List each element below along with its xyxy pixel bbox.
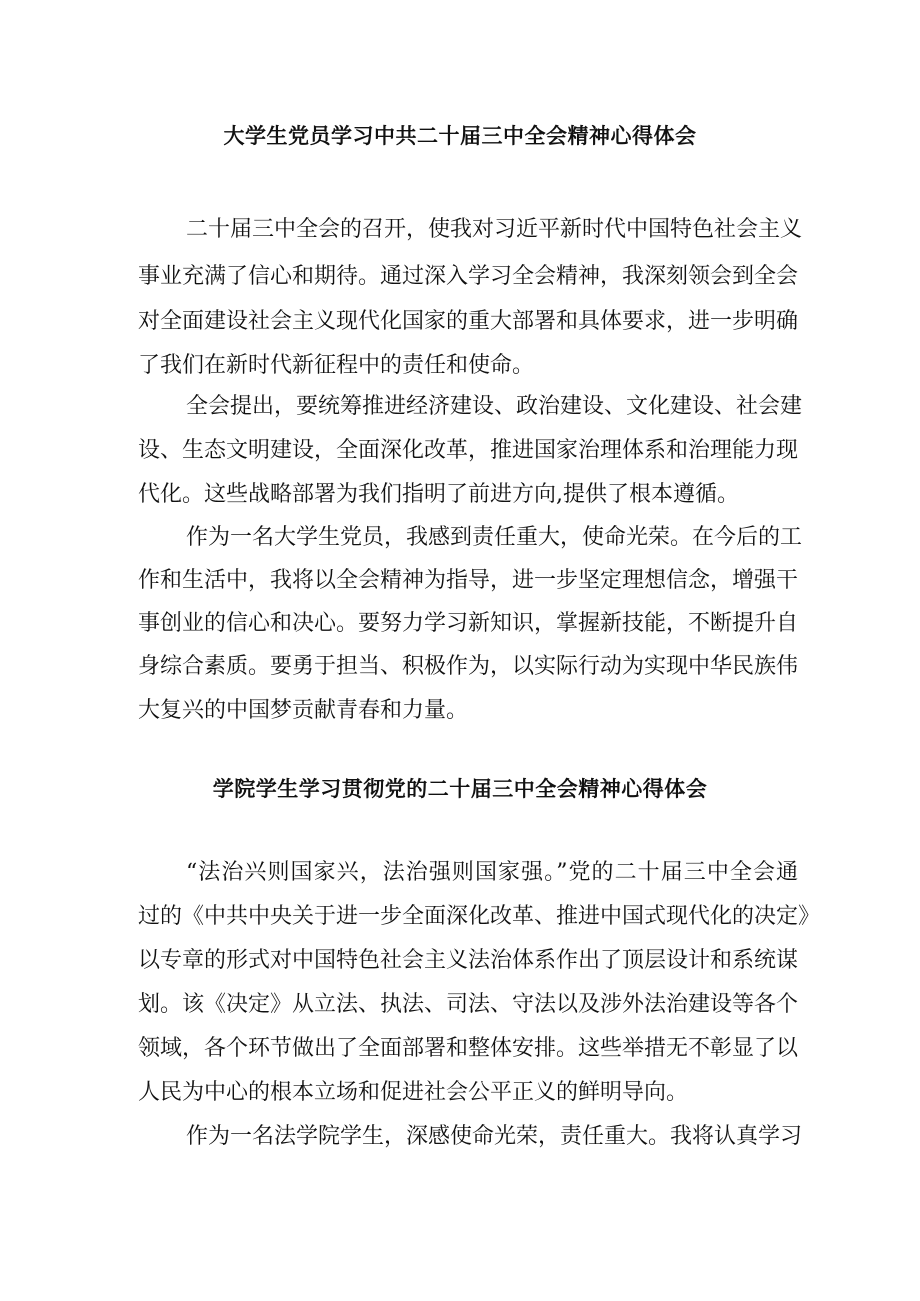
section-2-paragraph-1-line-3: 以专章的形式对中国特色社会主义法治体系作出了顶层设计和系统谋 (138, 948, 799, 973)
section-1-paragraph-2-line-2: 设、生态文明建设，全面深化改革，推进国家治理体系和治理能力现 (138, 438, 799, 463)
section-1-paragraph-3-line-2: 作和生活中，我将以全会精神为指导，进一步坚定理想信念，增强干 (138, 568, 799, 593)
section-2-paragraph-1-line-4: 划。该《决定》从立法、执法、司法、守法以及涉外法治建设等各个 (138, 992, 799, 1017)
section-2-paragraph-2-line-1: 作为一名法学院学生，深感使命光荣，责任重大。我将认真学习 (186, 1124, 803, 1149)
section-2-paragraph-1-line-6: 人民为中心的根本立场和促进社会公平正义的鲜明导向。 (138, 1080, 689, 1105)
section-2-paragraph-1-line-1: “法治兴则国家兴，法治强则国家强。”党的二十届三中全会通 (186, 860, 798, 885)
section-1-paragraph-2-line-1: 全会提出，要统筹推进经济建设、政治建设、文化建设、社会建 (186, 394, 803, 419)
section-1-paragraph-1-line-4: 了我们在新时代新征程中的责任和使命。 (138, 353, 535, 378)
section-2-title: 学院学生学习贯彻党的二十届三中全会精神心得体会 (212, 777, 708, 801)
section-1-paragraph-1-line-3: 对全面建设社会主义现代化国家的重大部署和具体要求，进一步明确 (138, 309, 799, 334)
section-2-paragraph-1-line-2: 过的《中共中央关于进一步全面深化改革、推进中国式现代化的决定》 (138, 904, 821, 929)
section-1-paragraph-3-line-4: 身综合素质。要勇于担当、积极作为，以实际行动为实现中华民族伟 (138, 654, 799, 679)
section-1-title: 大学生党员学习中共二十届三中全会精神心得体会 (223, 124, 697, 148)
section-1-paragraph-3-line-1: 作为一名大学生党员，我感到责任重大，使命光荣。在今后的工 (186, 525, 803, 550)
section-1-paragraph-3-line-3: 事创业的信心和决心。要努力学习新知识，掌握新技能，不断提升自 (138, 611, 799, 636)
section-1-paragraph-3-line-5: 大复兴的中国梦贡献青春和力量。 (138, 698, 469, 723)
section-2-paragraph-1-line-5: 领域，各个环节做出了全面部署和整体安排。这些举措无不彰显了以 (138, 1036, 799, 1061)
section-1-paragraph-1-line-2: 事业充满了信心和期待。通过深入学习全会精神，我深刻领会到全会 (138, 264, 799, 289)
section-1-paragraph-1-line-1: 二十届三中全会的召开，使我对习近平新时代中国特色社会主义 (186, 217, 803, 242)
section-1-paragraph-2-line-3: 代化。这些战略部署为我们指明了前进方向,提供了根本遵循。 (138, 482, 739, 507)
